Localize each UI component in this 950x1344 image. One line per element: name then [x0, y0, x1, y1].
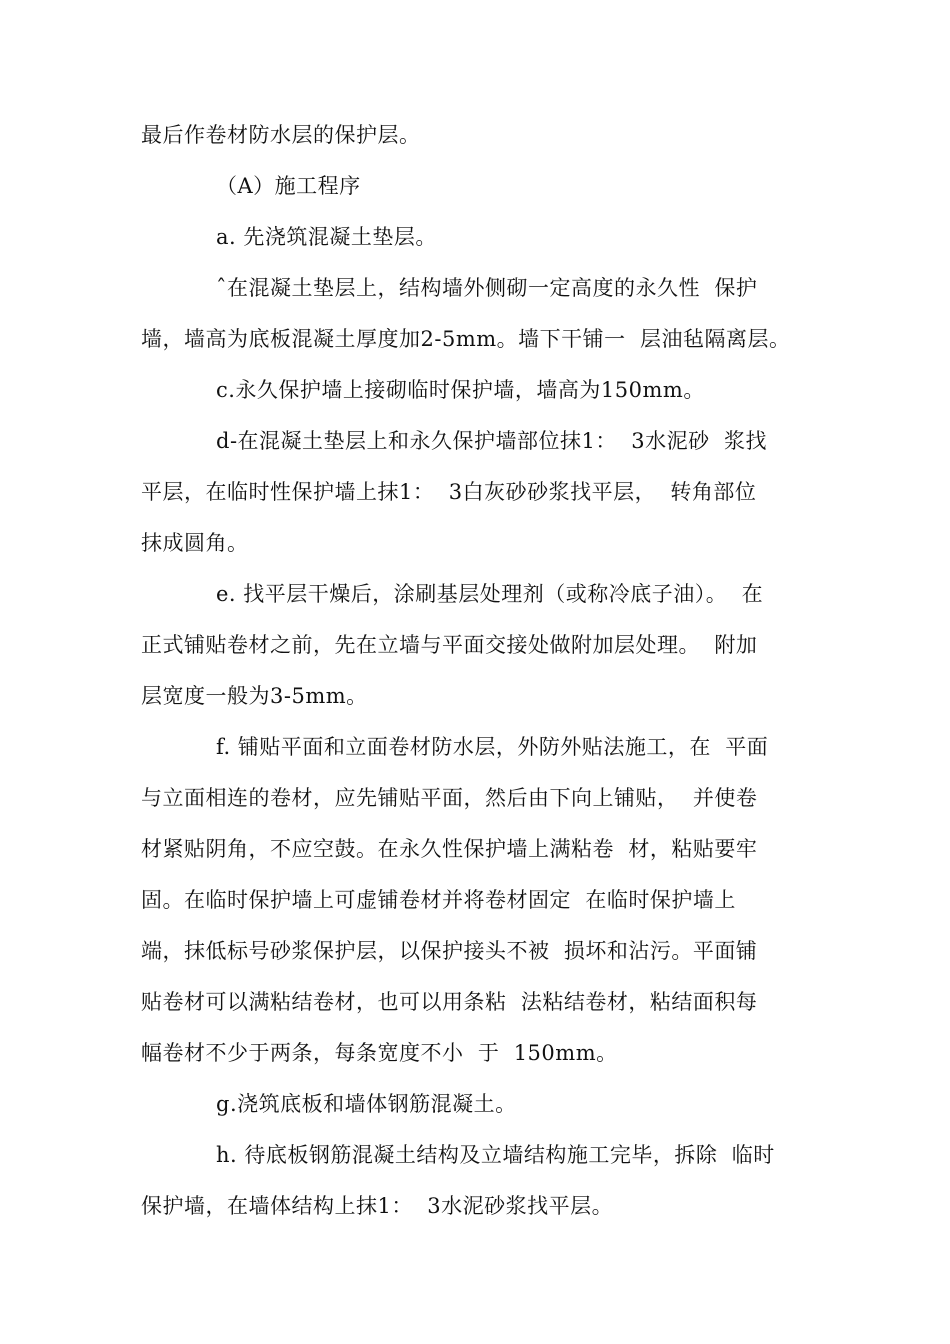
text-line: f. 铺贴平面和立面卷材防水层，外防外贴法施工，在 平面: [216, 735, 769, 759]
text-line: h. 待底板钢筋混凝土结构及立墙结构施工完毕，拆除 临时: [216, 1143, 775, 1167]
text-line: 抹成圆角。: [141, 531, 249, 555]
text-line: 层宽度一般为3-5mm。: [141, 684, 368, 708]
text-line: 固。在临时保护墙上可虚铺卷材并将卷材固定 在临时保护墙上: [141, 888, 736, 912]
text-line: 墙，墙高为底板混凝土厚度加2-5mm。墙下干铺一 层油毡隔离层。: [141, 327, 791, 351]
text-line: 保护墙，在墙体结构上抹1： 3水泥砂浆找平层。: [141, 1194, 614, 1218]
text-line: 平层，在临时性保护墙上抹1： 3白灰砂砂浆找平层， 转角部位: [141, 480, 757, 504]
text-line: 材紧贴阴角，不应空鼓。在永久性保护墙上满粘卷 材，粘贴要牢: [141, 837, 758, 861]
text-line: 与立面相连的卷材，应先铺贴平面，然后由下向上铺贴， 并使卷: [141, 786, 758, 810]
text-line: 贴卷材可以满粘结卷材，也可以用条粘 法粘结卷材，粘结面积每: [141, 990, 758, 1014]
section-heading: （A）施工程序: [216, 174, 361, 198]
text-line: g.浇筑底板和墙体钢筋混凝土。: [216, 1092, 517, 1116]
text-line: d-在混凝土垫层上和永久保护墙部位抹1： 3水泥砂 浆找: [216, 429, 767, 453]
text-line: 端，抹低标号砂浆保护层，以保护接头不被 损坏和沾污。平面铺: [141, 939, 758, 963]
text-line: c.永久保护墙上接砌临时保护墙，墙高为150mm。: [216, 378, 705, 402]
text-line: 最后作卷材防水层的保护层。: [141, 123, 421, 147]
text-line: e. 找平层干燥后，涂刷基层处理剂（或称冷底子油）。 在: [216, 582, 764, 606]
text-line: a. 先浇筑混凝土垫层。: [216, 225, 437, 249]
text-line: ˆ在混凝土垫层上，结构墙外侧砌一定高度的永久性 保护: [216, 276, 758, 300]
text-line: 幅卷材不少于两条，每条宽度不小 于 150mm。: [141, 1041, 618, 1065]
text-line: 正式铺贴卷材之前，先在立墙与平面交接处做附加层处理。 附加: [141, 633, 758, 657]
